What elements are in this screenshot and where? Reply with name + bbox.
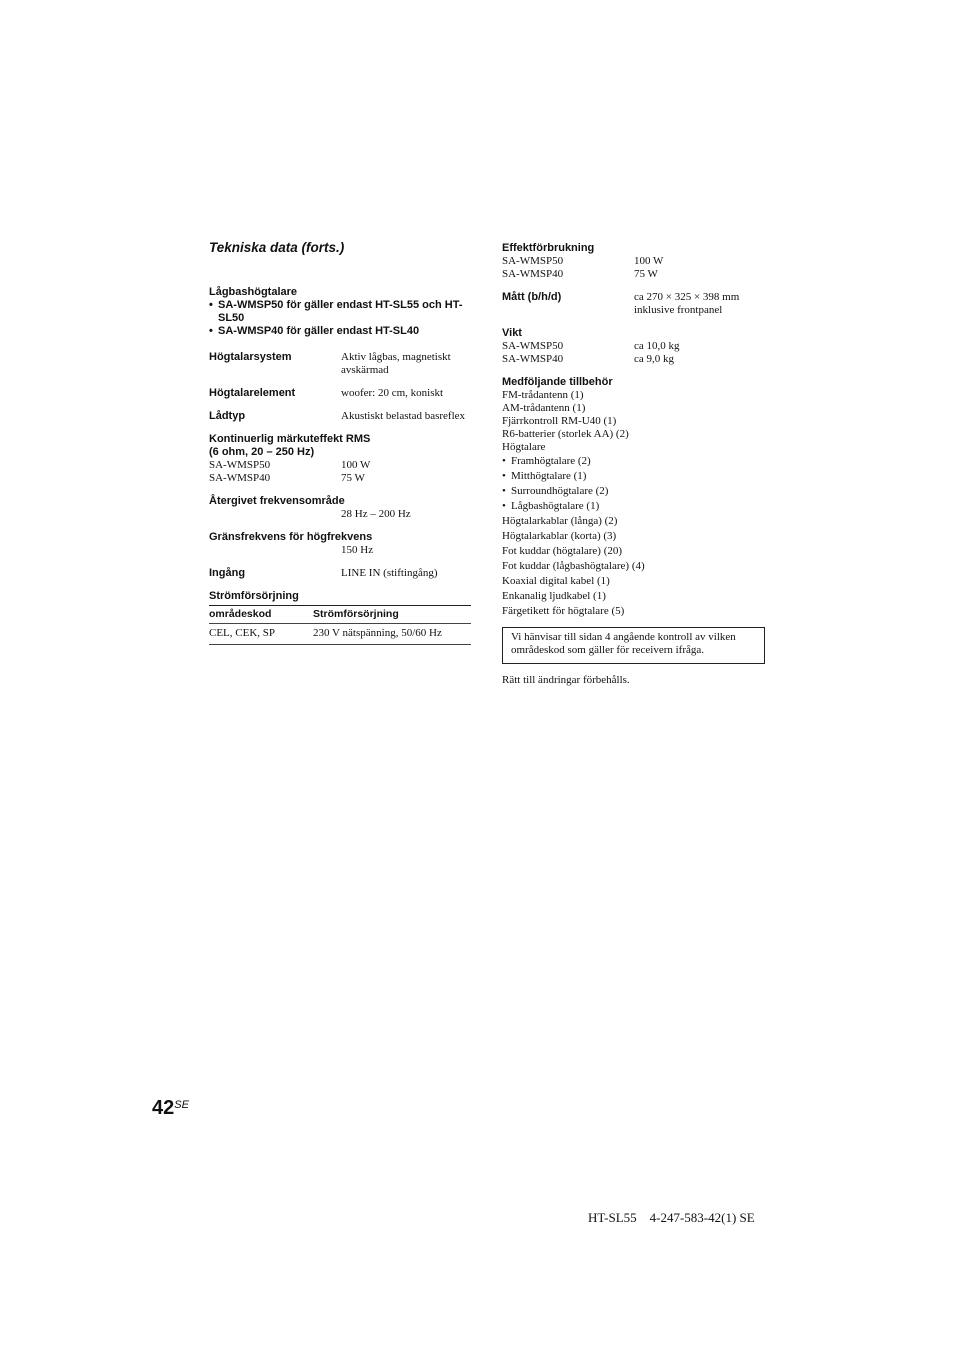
spec-row-speaker-unit [209,387,471,400]
list-item: Färgetikett för högtalare (5) [502,605,625,617]
list-item: R6-batterier (storlek AA) (2) [502,428,629,440]
rms-value: 75 W [341,472,365,484]
right-column [502,242,766,687]
spec-value: Akustiskt belastad basreflex [341,410,466,422]
page-number-value: 42 [152,1097,175,1119]
column-header: områdeskod [209,606,313,624]
rms-heading-sub: (6 ohm, 20 – 250 Hz) [209,446,315,458]
note-box [502,627,765,664]
column-header: Strömförsörjning [313,606,471,624]
list-item: Fot kuddar (lågbashögtalare) (4) [502,560,645,572]
freq-row [209,508,471,521]
document-footer: HT-SL55 4-247-583-42(1) SE [588,1210,755,1225]
list-item: FM-trådantenn (1) [502,389,584,401]
weight-model: SA-WMSP50 [502,340,564,352]
consumption-value: 75 W [634,268,658,280]
spec-label: Lådtyp [209,410,246,422]
list-item: Enkanalig ljudkabel (1) [502,590,606,602]
list-item: Högtalarkablar (korta) (3) [502,530,617,542]
list-item: Högtalarkablar (långa) (2) [502,515,618,527]
consumption-value: 100 W [634,255,664,267]
spec-row-input [209,567,471,580]
cutoff-value: 150 Hz [341,544,374,556]
dimensions-row [502,291,766,317]
table-cell: CEL, CEK, SP [209,624,313,645]
rights-reserved-text: Rätt till ändringar förbehålls. [502,674,630,686]
spec-row-speaker-system [209,351,471,377]
list-item: Fot kuddar (högtalare) (20) [502,545,623,557]
consumption-model: SA-WMSP50 [502,255,564,267]
power-heading: Strömförsörjning [209,590,299,602]
rms-value: 100 W [341,459,371,471]
list-item: Högtalare [502,441,546,453]
table-cell: 230 V nätspänning, 50/60 Hz [313,624,471,645]
list-item: AM-trådantenn (1) [502,402,586,414]
rms-model: SA-WMSP50 [209,459,271,471]
dimensions-label: Mått (b/h/d) [502,291,562,303]
table-header-row [209,606,471,624]
spec-label: Ingång [209,567,246,579]
freq-value: 28 Hz – 200 Hz [341,508,411,520]
page-number [152,1097,189,1120]
cutoff-heading: Gränsfrekvens för högfrekvens [209,531,373,543]
note-text: Vi hänvisar till sidan 4 angående kontroll av vilken områdeskod som gäller för receivern ifråga. [511,631,736,656]
rms-row [209,472,471,485]
rms-model: SA-WMSP40 [209,472,271,484]
weight-model: SA-WMSP40 [502,353,564,365]
subwoofer-bullet-1: • SA-WMSP50 för gäller endast HT-SL55 och HT-SL50 [209,299,471,325]
weight-value: ca 9,0 kg [634,353,675,365]
rms-row [209,459,471,472]
list-item: • Framhögtalare (2) [502,454,766,469]
power-table [209,605,471,645]
weight-heading: Vikt [502,327,522,339]
cutoff-row [209,544,471,557]
accessories-list [502,389,766,619]
list-item: • Lågbashögtalare (1) [502,499,766,514]
section-title: Tekniska data (forts.) [209,240,345,255]
weight-value: ca 10,0 kg [634,340,680,352]
table-row [209,624,471,645]
spec-value: woofer: 20 cm, koniskt [341,387,444,399]
dimensions-note: inklusive frontpanel [634,304,723,316]
consumption-row [502,255,766,268]
weight-row [502,340,766,353]
weight-row [502,353,766,366]
consumption-model: SA-WMSP40 [502,268,564,280]
rms-heading: Kontinuerlig märkuteffekt RMS [209,433,371,445]
spec-row-enclosure [209,410,471,423]
subwoofer-heading: Lågbashögtalare [209,286,298,298]
spec-label: Högtalarsystem [209,351,292,363]
accessories-heading: Medföljande tillbehör [502,376,613,388]
left-column [209,240,471,645]
list-item: • Mitthögtalare (1) [502,469,766,484]
list-item: Koaxial digital kabel (1) [502,575,610,587]
list-item: Fjärrkontroll RM-U40 (1) [502,415,617,427]
consumption-row [502,268,766,281]
spec-label: Högtalarelement [209,387,296,399]
list-item: • Surroundhögtalare (2) [502,484,766,499]
consumption-heading: Effektförbrukning [502,242,595,254]
spec-value: LINE IN (stiftingång) [341,567,438,579]
spec-value: Aktiv lågbas, magnetiskt avskärmad [341,351,451,376]
freq-heading: Återgivet frekvensområde [209,495,345,507]
page-language-suffix: SE [174,1099,189,1111]
dimensions-value: ca 270 × 325 × 398 mm [634,291,740,303]
subwoofer-bullet-2: • SA-WMSP40 för gäller endast HT-SL40 [209,325,471,338]
